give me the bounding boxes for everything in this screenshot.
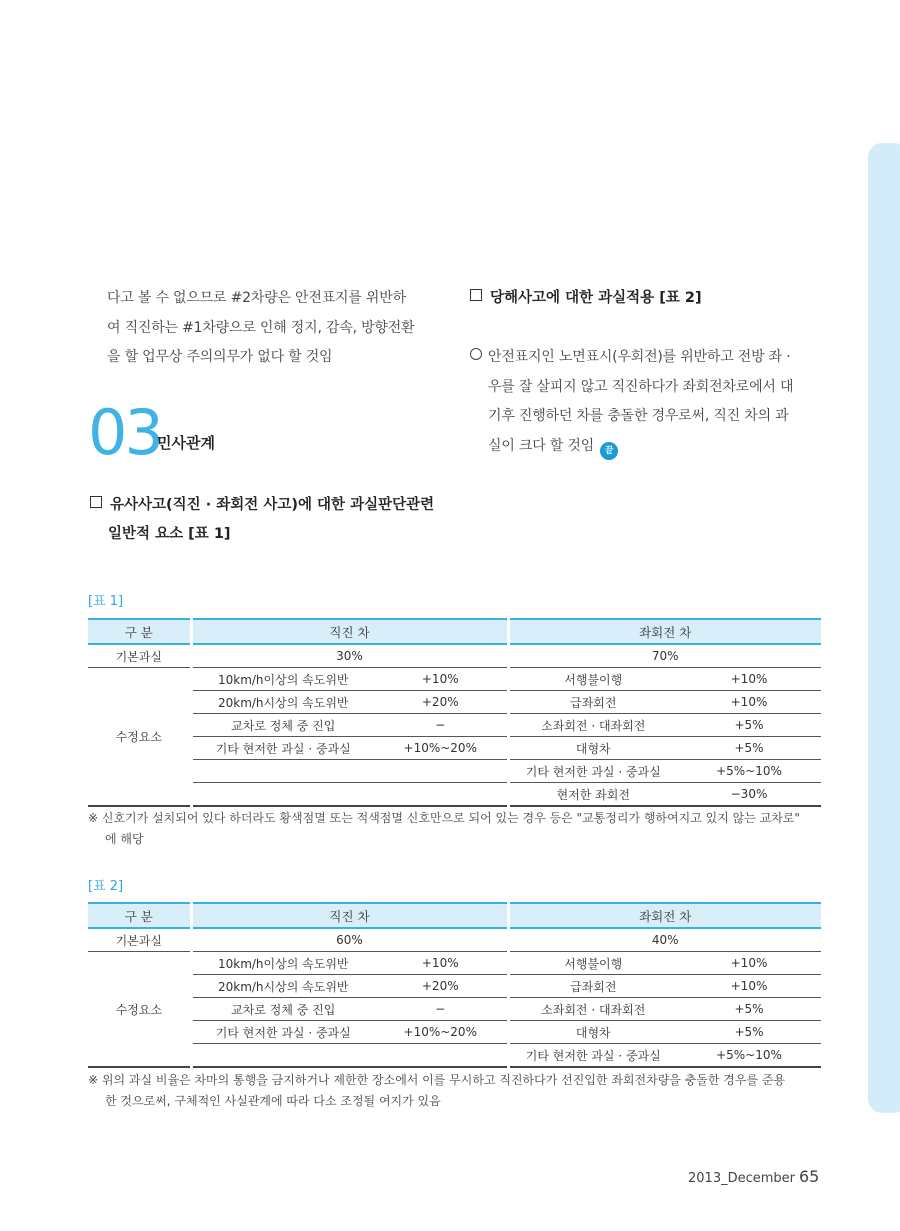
table-cell: +5% — [677, 1021, 821, 1044]
table-cell: 소좌회전 · 대좌회전 — [508, 714, 677, 737]
side-tab-decoration — [868, 143, 900, 1113]
table-cell: +5% — [677, 998, 821, 1021]
text-line: 여 직진하는 #1차량으로 인해 정지, 감속, 방향전환 — [107, 319, 415, 336]
table-cell: +10% — [374, 952, 508, 975]
table-cell — [374, 1044, 508, 1068]
table1-label: [표 1] — [88, 594, 124, 609]
table-row — [88, 644, 821, 668]
left-intro-paragraph — [107, 284, 414, 373]
table-cell: 기본과실 — [88, 644, 191, 668]
table-cell: 기타 현저한 과실 · 중과실 — [508, 1044, 677, 1068]
table-row — [88, 714, 821, 737]
table-cell: +10%~20% — [374, 1021, 508, 1044]
right-body-paragraph — [470, 343, 793, 461]
table-cell: 30% — [191, 644, 508, 668]
table-cell: +5% — [677, 737, 821, 760]
table-row — [88, 998, 821, 1021]
table-cell: +5%~10% — [677, 1044, 821, 1068]
table-cell: −30% — [677, 783, 821, 807]
table-cell — [191, 1044, 374, 1068]
issue-label: 2013_December — [688, 1171, 795, 1186]
table-row — [88, 668, 821, 691]
table1 — [88, 618, 821, 807]
table-header-row — [88, 619, 821, 644]
circle-bullet-icon — [470, 348, 482, 360]
table-cell: 기본과실 — [88, 928, 191, 952]
heading-text: 당해사고에 대한 과실적용 [표 2] — [490, 290, 702, 306]
page-number: 65 — [799, 1167, 820, 1186]
table1-note — [88, 808, 828, 850]
table-cell: 70% — [508, 644, 821, 668]
heading-line — [90, 520, 434, 549]
text-line: 우를 잘 살피지 않고 직진하다가 좌회전차로에서 대 — [488, 378, 794, 395]
table-cell: +20% — [374, 975, 508, 998]
square-bullet-icon — [470, 289, 482, 301]
table-cell: 기타 현저한 과실 · 중과실 — [191, 1021, 374, 1044]
note-line: 에 해당 — [105, 832, 144, 846]
text-line: 안전표지인 노면표시(우회전)를 위반하고 전방 좌 · — [470, 343, 793, 373]
table-row — [88, 952, 821, 975]
header-cell: 구 분 — [88, 903, 191, 928]
table-cell — [191, 783, 374, 807]
heading-text: 일반적 요소 [표 1] — [108, 526, 231, 542]
section-title: 민사관계 — [157, 434, 215, 452]
table-cell: 기타 현저한 과실 · 중과실 — [508, 760, 677, 783]
page-footer — [688, 1167, 819, 1186]
table-cell: +20% — [374, 691, 508, 714]
table-cell: +10%~20% — [374, 737, 508, 760]
square-bullet-icon — [90, 496, 102, 508]
left-heading — [90, 491, 434, 549]
table-row — [88, 1021, 821, 1044]
table-header-row — [88, 903, 821, 928]
table-cell: 10km/h이상의 속도위반 — [191, 668, 374, 691]
table-cell: +10% — [374, 668, 508, 691]
end-mark-icon: 끝 — [600, 442, 618, 460]
table-row — [88, 783, 821, 807]
table-cell: 수정요소 — [88, 952, 191, 1068]
table-cell: 60% — [191, 928, 508, 952]
header-cell: 직진 차 — [191, 619, 508, 644]
table-row — [88, 760, 821, 783]
table-cell: 급좌회전 — [508, 691, 677, 714]
header-cell: 좌회전 차 — [508, 903, 821, 928]
table-cell: 수정요소 — [88, 668, 191, 807]
note-line: 한 것으로써, 구체적인 사실관계에 따라 다소 조정될 여지가 있음 — [105, 1094, 441, 1108]
table-cell: 20km/h시상의 속도위반 — [191, 691, 374, 714]
table2-note — [88, 1070, 828, 1112]
table-cell: 현저한 좌회전 — [508, 783, 677, 807]
table-cell: 급좌회전 — [508, 975, 677, 998]
table-cell: +5%~10% — [677, 760, 821, 783]
table-cell: +5% — [677, 714, 821, 737]
heading-line — [90, 491, 434, 520]
text-line: 을 할 업무상 주의의무가 없다 할 것임 — [107, 349, 333, 365]
table-cell: 대형차 — [508, 737, 677, 760]
table-cell: 40% — [508, 928, 821, 952]
table-cell — [374, 783, 508, 807]
table-cell: 교차로 정체 중 진입 — [191, 714, 374, 737]
table-cell: +10% — [677, 668, 821, 691]
table-cell — [374, 760, 508, 783]
table-row — [88, 1044, 821, 1068]
header-cell: 직진 차 — [191, 903, 508, 928]
table-cell: +10% — [677, 975, 821, 998]
table2-label: [표 2] — [88, 879, 124, 894]
table-row — [88, 691, 821, 714]
section-number: 03 — [88, 396, 161, 469]
table-cell: 기타 현저한 과실 · 중과실 — [191, 737, 374, 760]
table-cell: 10km/h이상의 속도위반 — [191, 952, 374, 975]
table-cell: 대형차 — [508, 1021, 677, 1044]
table-cell: 20km/h시상의 속도위반 — [191, 975, 374, 998]
right-heading — [470, 284, 702, 313]
table-row — [88, 975, 821, 998]
table-row — [88, 928, 821, 952]
header-cell: 구 분 — [88, 619, 191, 644]
table-cell: 소좌회전 · 대좌회전 — [508, 998, 677, 1021]
table-row — [88, 737, 821, 760]
table2 — [88, 902, 821, 1068]
table-cell: +10% — [677, 691, 821, 714]
note-line: ※ 신호기가 설치되어 있다 하더라도 황색점멸 또는 적색점멸 신호만으로 되어 있는 경우 등은 "교통정리가 행하여지고 있지 않는 교차로" — [88, 811, 800, 825]
table-cell — [191, 760, 374, 783]
table-cell: 서행불이행 — [508, 952, 677, 975]
text-line: 기후 진행하던 차를 충돌한 경우로써, 직진 차의 과 — [488, 408, 789, 424]
header-cell: 좌회전 차 — [508, 619, 821, 644]
table-cell: +10% — [677, 952, 821, 975]
table-cell: 교차로 정체 중 진입 — [191, 998, 374, 1021]
heading-text: 유사사고(직진 · 좌회전 사고)에 대한 과실판단관련 — [110, 497, 435, 513]
text-line: 다고 볼 수 없으므로 #2차량은 안전표지를 위반하 — [107, 290, 406, 306]
table-cell: 서행불이행 — [508, 668, 677, 691]
note-line: ※ 위의 과실 비율은 차마의 통행을 금지하거나 제한한 장소에서 이를 무시하고 직진하다가 선진입한 좌회전차량을 충돌한 경우를 준용 — [88, 1073, 786, 1087]
table-cell: − — [374, 714, 508, 737]
table-cell: − — [374, 998, 508, 1021]
text-line: 실이 크다 할 것임 끝 — [470, 432, 793, 462]
